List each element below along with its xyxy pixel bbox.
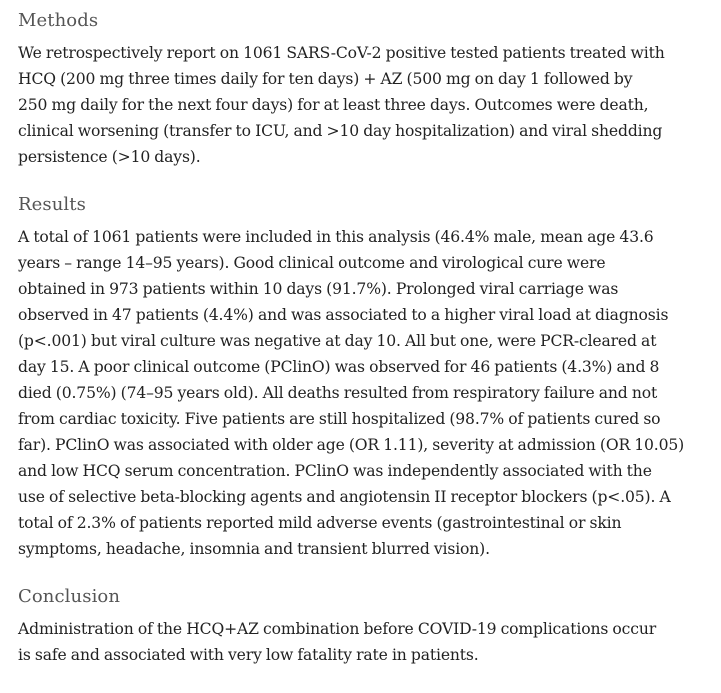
methods-heading: Methods (18, 10, 99, 31)
results-line: far). PClinO was associated with older age (OR 1.11), severity at admission (OR 10.05) (18, 436, 685, 454)
results-line: total of 2.3% of patients reported mild adverse events (gastrointestinal or skin (18, 514, 622, 532)
conclusion-paragraph (18, 616, 708, 668)
methods-paragraph (18, 40, 708, 170)
methods-line: 250 mg daily for the next four days) for at least three days. Outcomes were death, (18, 96, 649, 114)
results-line: use of selective beta-blocking agents and angiotensin II receptor blockers (p<.05). A (18, 488, 671, 506)
results-section (18, 192, 708, 562)
abstract-document (18, 0, 708, 668)
results-heading: Results (18, 194, 86, 215)
results-paragraph (18, 224, 708, 562)
results-line: obtained in 973 patients within 10 days (91.7%). Prolonged viral carriage was (18, 280, 619, 298)
results-line: and low HCQ serum concentration. PClinO was independently associated with the (18, 462, 652, 480)
methods-section (18, 8, 708, 170)
results-line: day 15. A poor clinical outcome (PClinO) was observed for 46 patients (4.3%) and 8 (18, 358, 660, 376)
results-line: years – range 14–95 years). Good clinical outcome and virological cure were (18, 254, 606, 272)
results-line: from cardiac toxicity. Five patients are still hospitalized (98.7% of patients cured so (18, 410, 661, 428)
results-line: died (0.75%) (74–95 years old). All deaths resulted from respiratory failure and not (18, 384, 658, 402)
results-line: symptoms, headache, insomnia and transient blurred vision). (18, 540, 490, 558)
results-line: A total of 1061 patients were included in this analysis (46.4% male, mean age 43.6 (18, 228, 654, 246)
methods-line: We retrospectively report on 1061 SARS-CoV-2 positive tested patients treated with (18, 44, 665, 62)
conclusion-line: Administration of the HCQ+AZ combination before COVID-19 complications occur (18, 620, 657, 638)
methods-line: clinical worsening (transfer to ICU, and >10 day hospitalization) and viral shedding (18, 122, 663, 140)
conclusion-line: is safe and associated with very low fatality rate in patients. (18, 646, 479, 664)
conclusion-section (18, 584, 708, 668)
methods-line: persistence (>10 days). (18, 148, 201, 166)
results-line: (p<.001) but viral culture was negative at day 10. All but one, were PCR-cleared at (18, 332, 657, 350)
results-line: observed in 47 patients (4.4%) and was associated to a higher viral load at diagnosis (18, 306, 669, 324)
methods-line: HCQ (200 mg three times daily for ten days) + AZ (500 mg on day 1 followed by (18, 70, 633, 88)
conclusion-heading: Conclusion (18, 586, 121, 607)
